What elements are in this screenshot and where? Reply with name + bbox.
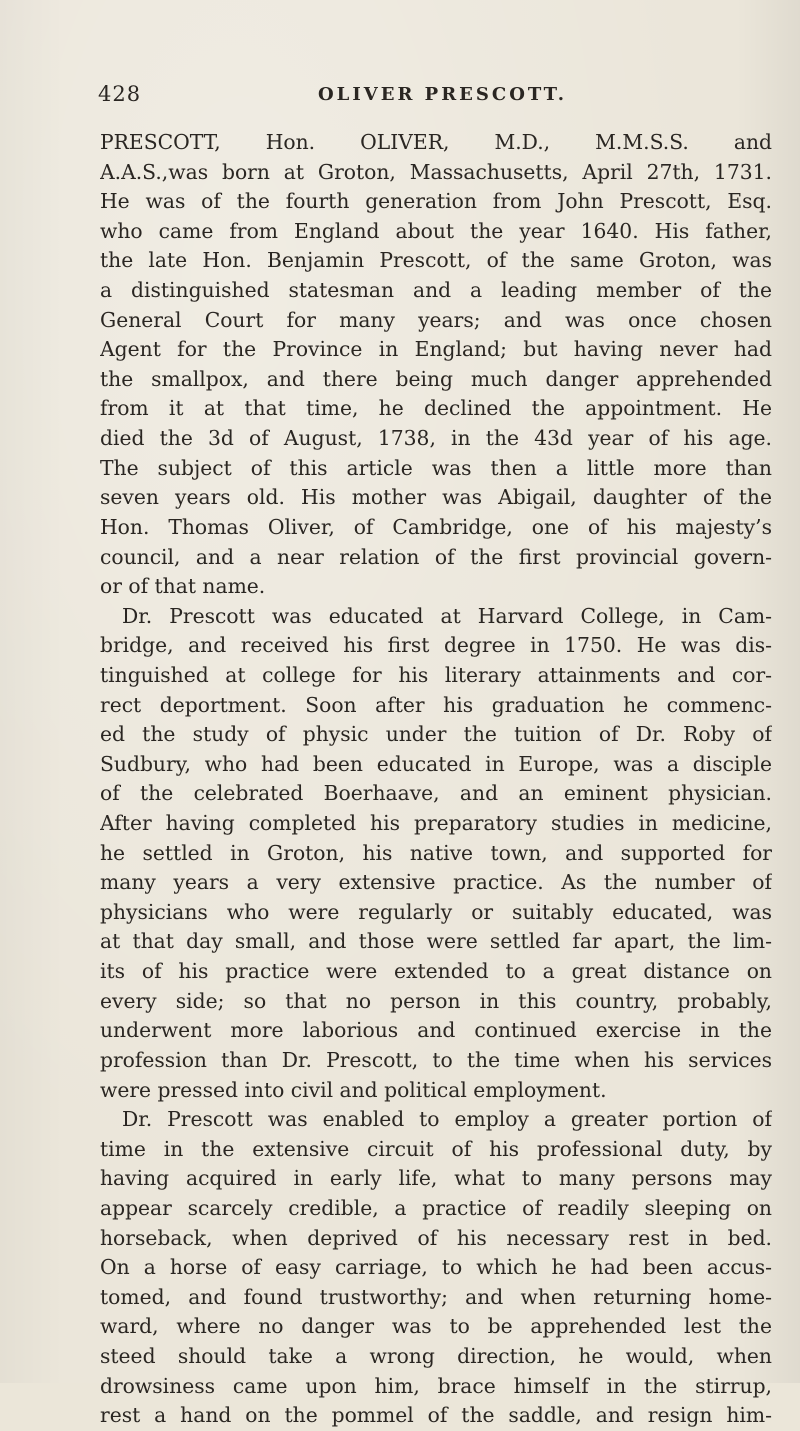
text-line: died the 3d of August, 1738, in the 43d year of his age.	[100, 426, 772, 451]
text-line: A.A.S.,was born at Groton, Massachusetts, April 27th, 1731.	[100, 159, 772, 184]
text-line: PRESCOTT, Hon. OLIVER, M.D., M.M.S.S. and	[100, 130, 772, 154]
text-line: He was of the fourth generation from John Prescott, Esq.	[100, 189, 772, 214]
text-line: the smallpox, and there being much danger apprehended	[100, 366, 772, 391]
text-line: time in the extensive circuit of his professional duty, by	[100, 1136, 772, 1161]
text-line: who came from England about the year 1640. His father,	[100, 218, 772, 243]
text-line: After having completed his preparatory studies in medicine,	[100, 811, 772, 836]
text-line: profession than Dr. Prescott, to the time when his services	[100, 1047, 772, 1072]
text-line: Hon. Thomas Oliver, of Cambridge, one of his majesty’s	[100, 514, 772, 539]
text-line: On a horse of easy carriage, to which he had been accus-	[100, 1255, 772, 1280]
text-line: having acquired in early life, what to many persons may	[100, 1166, 772, 1191]
text-line: council, and a near relation of the first provincial govern-	[100, 544, 772, 569]
text-line: General Court for many years; and was once chosen	[100, 307, 772, 332]
text-line: rect deportment. Soon after his graduation he commenc-	[100, 692, 772, 717]
text-line: tinguished at college for his literary attainments and cor-	[100, 662, 772, 687]
text-line: he settled in Groton, his native town, and supported for	[100, 840, 772, 865]
text-line: many years a very extensive practice. As the number of	[100, 870, 772, 895]
text-line: drowsiness came upon him, brace himself in the stirrup,	[100, 1373, 772, 1398]
text-line: physicians who were regularly or suitably educated, was	[100, 899, 772, 924]
paragraph-start-line: Dr. Prescott was educated at Harvard College, in Cam-	[122, 603, 772, 628]
text-line: rest a hand on the pommel of the saddle, and resign him-	[100, 1403, 772, 1428]
text-line: tomed, and found trustworthy; and when returning home-	[100, 1284, 772, 1309]
text-line: at that day small, and those were settled far apart, the lim-	[100, 929, 772, 954]
text-line: a distinguished statesman and a leading member of the	[100, 278, 772, 303]
text-line: steed should take a wrong direction, he would, when	[100, 1343, 772, 1368]
page-number: 428	[98, 82, 142, 106]
paragraph-end-line: were pressed into civil and political employment.	[100, 1077, 607, 1102]
text-line: seven years old. His mother was Abigail, daughter of the	[100, 485, 772, 510]
text-line: from it at that time, he declined the appointment. He	[100, 396, 772, 421]
text-line: horseback, when deprived of his necessary rest in bed.	[100, 1225, 772, 1250]
running-title: OLIVER PRESCOTT.	[318, 84, 567, 105]
text-line: The subject of this article was then a little more than	[100, 455, 772, 480]
text-line: Agent for the Province in England; but having never had	[100, 337, 772, 362]
text-line: ed the study of physic under the tuition of Dr. Roby of	[100, 722, 772, 747]
paragraph-start-line: Dr. Prescott was enabled to employ a greater portion of	[122, 1107, 772, 1132]
paragraph-end-line: or of that name.	[100, 574, 266, 599]
text-line: the late Hon. Benjamin Prescott, of the same Groton, was	[100, 248, 772, 273]
text-line: its of his practice were extended to a great distance on	[100, 959, 772, 984]
text-line: of the celebrated Boerhaave, and an eminent physician.	[100, 781, 772, 806]
text-line: underwent more laborious and continued exercise in the	[100, 1018, 772, 1043]
text-line: Sudbury, who had been educated in Europe, was a disciple	[100, 751, 772, 776]
running-head	[98, 82, 778, 112]
body-text	[100, 128, 772, 1431]
text-line: ward, where no danger was to be apprehended lest the	[100, 1314, 772, 1339]
text-line: appear scarcely credible, a practice of readily sleeping on	[100, 1195, 772, 1220]
text-line: every side; so that no person in this country, probably,	[100, 988, 772, 1013]
text-line: bridge, and received his first degree in 1750. He was dis-	[100, 633, 772, 658]
